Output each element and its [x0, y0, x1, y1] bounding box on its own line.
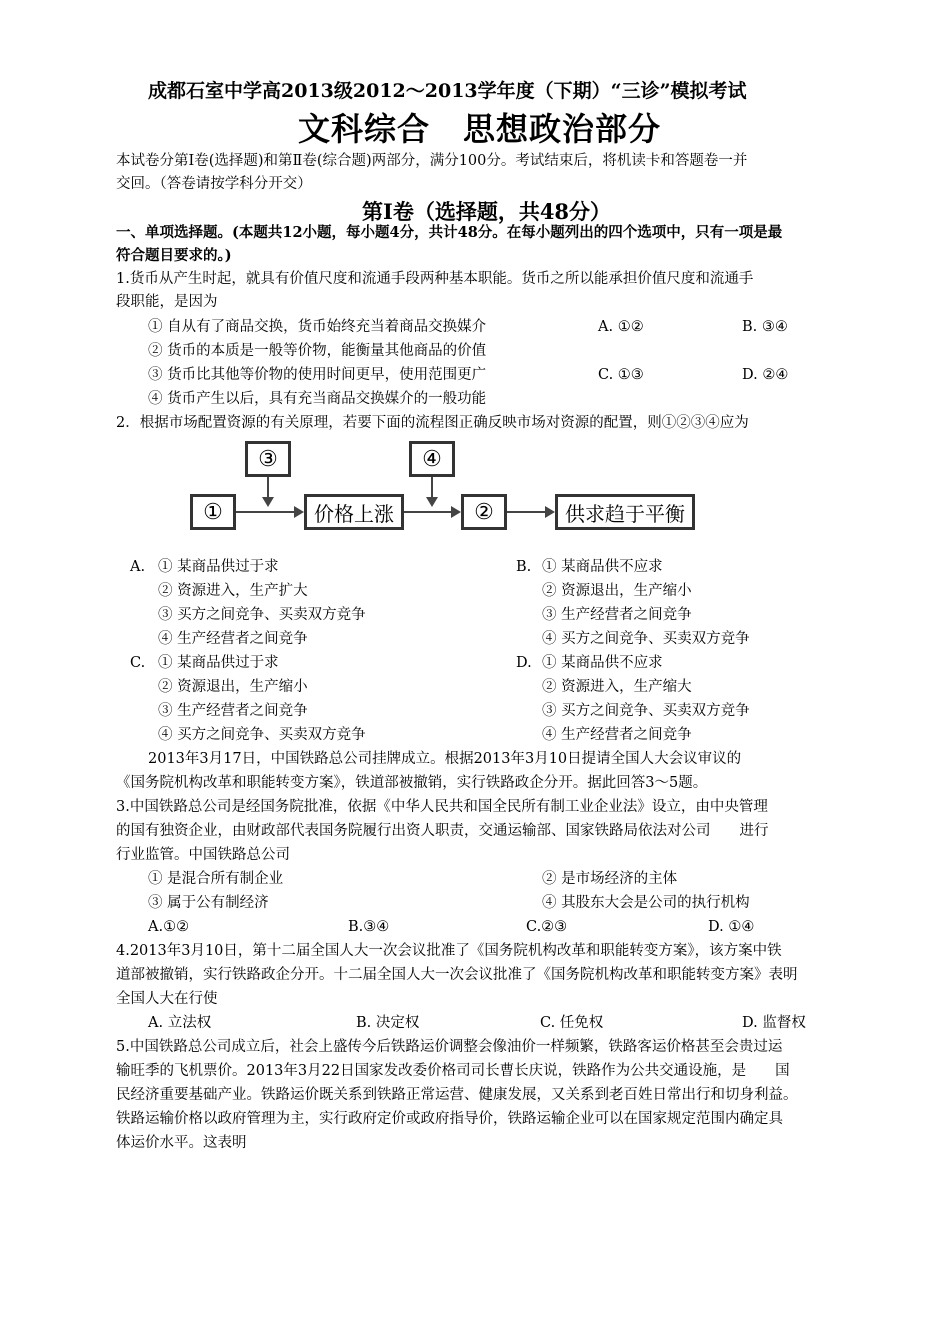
q3-option-d: D. ①④ — [708, 919, 755, 935]
q3-item-2: ② 是市场经济的主体 — [542, 871, 678, 887]
material-line-1: 2013年3月17日，中国铁路总公司挂牌成立。根据2013年3月10日提请全国人大会议审议的 — [148, 751, 742, 767]
intro-line-2: 交回。（答卷请按学科分开交） — [116, 176, 312, 192]
q3-item-3: ③ 属于公有制经济 — [148, 895, 269, 911]
q2-option-c-1: ① 某商品供过于求 — [158, 655, 279, 671]
q1-option-c: C. ①③ — [598, 367, 644, 383]
flow-box-3: ③ — [245, 441, 291, 477]
q2-option-c-2: ② 资源退出，生产缩小 — [158, 679, 308, 695]
q2-stem: 2．根据市场配置资源的有关原理，若要下面的流程图正确反映市场对资源的配置，则①②③④应为 — [116, 415, 749, 431]
flow-arrow-head — [451, 506, 461, 518]
flow-arrow-line — [507, 511, 545, 513]
q2-option-a-2: ② 资源进入，生产扩大 — [158, 583, 308, 599]
q2-option-a-1: ① 某商品供过于求 — [158, 559, 279, 575]
q1-item-2: ② 货币的本质是一般等价物，能衡量其他商品的价值 — [148, 343, 487, 359]
flow-arrow-head — [262, 497, 274, 507]
q3-stem-1: 3.中国铁路总公司是经国务院批准，依据《中华人民共和国全民所有制工业企业法》设立，由中央管理 — [116, 799, 768, 815]
q4-stem-3: 全国人大在行使 — [116, 991, 218, 1007]
q2-option-d-3: ③ 买方之间竞争、买卖双方竞争 — [542, 703, 750, 719]
q2-option-a-3: ③ 买方之间竞争、买卖双方竞争 — [158, 607, 366, 623]
q1-option-a: A. ①② — [598, 319, 644, 335]
q3-option-a: A.①② — [148, 919, 190, 935]
flow-arrow-line — [431, 477, 433, 497]
q2-option-d-2: ② 资源进入，生产缩大 — [542, 679, 692, 695]
q4-option-a: A. 立法权 — [148, 1015, 212, 1031]
flow-box-2: ② — [461, 494, 507, 530]
flow-arrow-head — [294, 506, 304, 518]
q4-stem-2: 道部被撤销，实行铁路政企分开。十二届全国人大一次会议批准了《国务院机构改革和职能转变方案》表明 — [116, 967, 798, 983]
section-instruction-2: 符合题目要求的。) — [116, 247, 232, 264]
q1-stem-1: 1.货币从产生时起，就具有价值尺度和流通手段两种基本职能。货币之所以能承担价值尺度和流通手 — [116, 271, 754, 287]
q2-option-b-1: ① 某商品供不应求 — [542, 559, 663, 575]
q5-line-5: 体运价水平。这表明 — [116, 1135, 247, 1151]
flow-arrow-line — [404, 511, 451, 513]
q1-item-4: ④ 货币产生以后，具有充当商品交换媒介的一般功能 — [148, 391, 487, 407]
q2-option-a-4: ④ 生产经营者之间竞争 — [158, 631, 308, 647]
flow-arrow-head — [426, 497, 438, 507]
flow-box-1: ① — [190, 494, 236, 530]
q4-option-b: B. 决定权 — [356, 1015, 420, 1031]
flow-arrow-head — [545, 506, 555, 518]
material-line-2: 《国务院机构改革和职能转变方案》，铁道部被撤销，实行铁路政企分开。据此回答3～5题。 — [116, 775, 708, 791]
q5-line-3: 民经济重要基础产业。铁路运价既关系到铁路正常运营、健康发展，又关系到老百姓日常出行和切身利益。 — [116, 1087, 798, 1103]
q1-item-3: ③ 货币比其他等价物的使用时间更早，使用范围更广 — [148, 367, 487, 383]
q2-option-b-2: ② 资源退出，生产缩小 — [542, 583, 692, 599]
q3-item-4: ④ 其股东大会是公司的执行机构 — [542, 895, 750, 911]
q1-option-b: B. ③④ — [742, 319, 788, 335]
flow-arrow-line — [236, 511, 294, 513]
q5-line-2: 输旺季的飞机票价。2013年3月22日国家发改委价格司司长曹长庆说，铁路作为公共交通设施，是 国 — [116, 1063, 790, 1079]
q3-option-c: C.②③ — [526, 919, 568, 935]
section-instruction-1: 一、单项选择题。(本题共12小题，每小题4分，共计48分。在每小题列出的四个选项中，只有一项是最 — [116, 224, 783, 241]
flow-arrow-line — [267, 477, 269, 497]
q3-stem-3: 行业监管。中国铁路总公司 — [116, 847, 290, 863]
intro-line-1: 本试卷分第Ⅰ卷(选择题)和第Ⅱ卷(综合题)两部分，满分100分。考试结束后，将机读卡和答题卷一并 — [116, 153, 748, 169]
q4-option-d: D. 监督权 — [742, 1015, 806, 1031]
q2-option-c-3: ③ 生产经营者之间竞争 — [158, 703, 308, 719]
q5-line-1: 5.中国铁路总公司成立后，社会上盛传今后铁路运价调整会像油价一样频繁，铁路客运价格甚至会贵过运 — [116, 1039, 783, 1055]
q2-option-b-3: ③ 生产经营者之间竞争 — [542, 607, 692, 623]
q5-line-4: 铁路运输价格以政府管理为主，实行政府定价或政府指导价，铁路运输企业可以在国家规定范围内确定具 — [116, 1111, 783, 1127]
subject-title: 文科综合 思想政治部分 — [298, 110, 662, 148]
q2-option-c-label: C. — [130, 655, 146, 671]
flow-box-balance: 供求趋于平衡 — [555, 494, 695, 530]
part1-title: 第Ⅰ卷（选择题，共48分） — [362, 199, 612, 224]
q2-option-d-1: ① 某商品供不应求 — [542, 655, 663, 671]
q4-stem-1: 4.2013年3月10日，第十二届全国人大一次会议批准了《国务院机构改革和职能转变方案》，该方案中铁 — [116, 943, 782, 959]
q3-stem-2: 的国有独资企业，由财政部代表国务院履行出资人职责，交通运输部、国家铁路局依法对公司 进行 — [116, 823, 769, 839]
q2-option-d-label: D. — [516, 655, 532, 671]
q3-item-1: ① 是混合所有制企业 — [148, 871, 284, 887]
flow-box-4: ④ — [409, 441, 455, 477]
q1-stem-2: 段职能，是因为 — [116, 294, 218, 310]
q2-option-c-4: ④ 买方之间竞争、买卖双方竞争 — [158, 727, 366, 743]
flow-box-price-up: 价格上涨 — [304, 494, 404, 530]
q2-option-b-label: B. — [516, 559, 532, 575]
school-title: 成都石室中学高2013级2012～2013学年度（下期）“三诊”模拟考试 — [148, 80, 747, 102]
q1-item-1: ① 自从有了商品交换，货币始终充当着商品交换媒介 — [148, 319, 487, 335]
q1-option-d: D. ②④ — [742, 367, 789, 383]
q2-option-b-4: ④ 买方之间竞争、买卖双方竞争 — [542, 631, 750, 647]
q4-option-c: C. 任免权 — [540, 1015, 604, 1031]
q3-option-b: B.③④ — [348, 919, 390, 935]
q2-option-a-label: A. — [130, 559, 146, 575]
q2-option-d-4: ④ 生产经营者之间竞争 — [542, 727, 692, 743]
